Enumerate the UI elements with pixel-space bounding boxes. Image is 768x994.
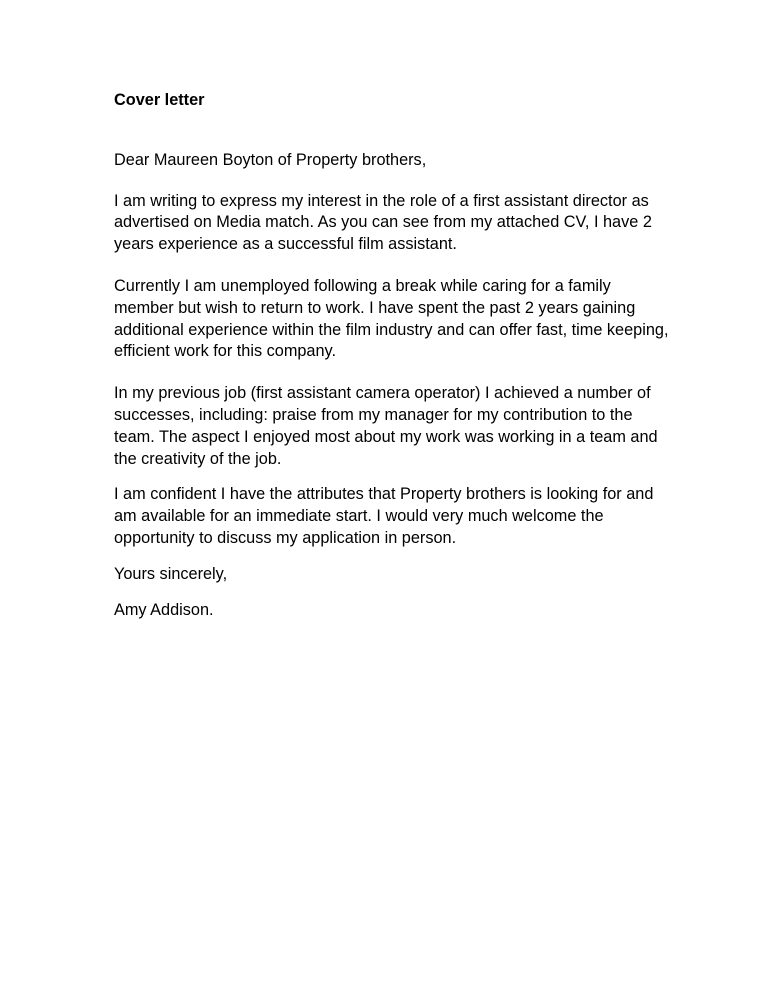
letter-signature: Amy Addison.	[114, 600, 214, 619]
letter-salutation: Dear Maureen Boyton of Property brothers,	[114, 150, 427, 169]
letter-paragraph-previous-job: In my previous job (first assistant camera operator) I achieved a number of successes, including: praise from my manager for my contribution to the team. The aspect I enjoyed most about my work was working in a team and the creativity of the job.	[114, 384, 658, 468]
letter-body	[114, 90, 674, 621]
letter-title: Cover letter	[114, 91, 205, 109]
letter-paragraph-availability: I am confident I have the attributes that Property brothers is looking for and am available for an immediate start. I would very much welcome the opportunity to discuss my application in person.	[114, 485, 654, 547]
letter-paragraph-current-status: Currently I am unemployed following a break while caring for a family member but wish to return to work. I have spent the past 2 years gaining additional experience within the film industry and can offer fast, time keeping, efficient work for this company.	[114, 276, 669, 361]
letter-paragraph-interest: I am writing to express my interest in the role of a first assistant director as advertised on Media match. As you can see from my attached CV, I have 2 years experience as a successful film assistant.	[114, 191, 652, 254]
letter-closing: Yours sincerely,	[114, 564, 228, 583]
